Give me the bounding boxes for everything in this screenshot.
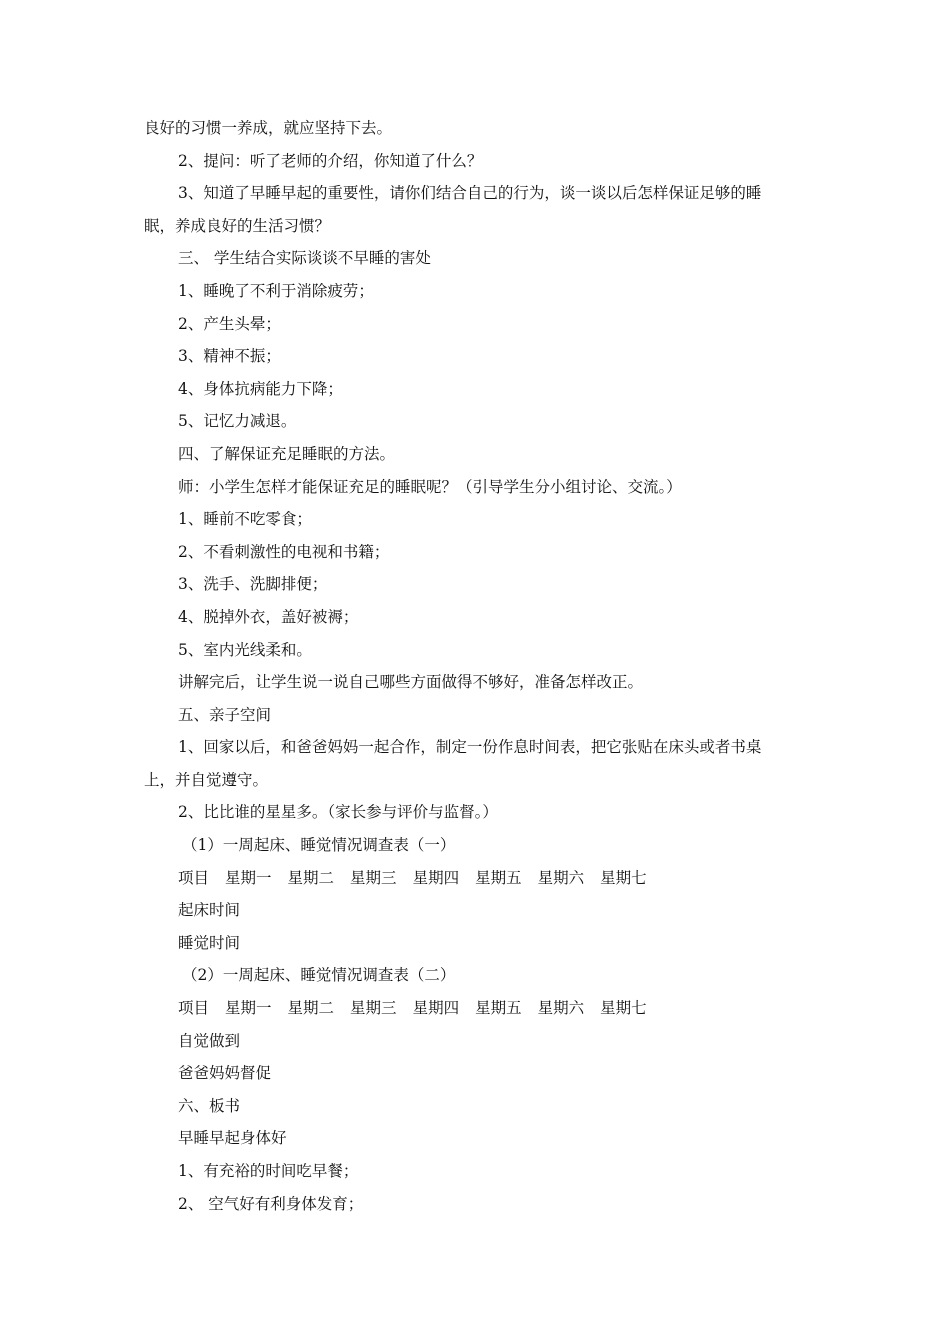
table-header-cell: 星期七 [600,999,647,1018]
board-title: 早睡早起身体好 [178,1129,287,1148]
paragraph-line: 眠，养成良好的生活习惯？ [144,216,331,235]
paragraph-line: 上，并自觉遵守。 [144,770,269,789]
paragraph-line: 良好的习惯一养成，就应坚持下去。 [144,119,393,137]
list-item: 1、睡晚了不利于消除疲劳； [178,281,374,300]
list-item: 1、有充裕的时间吃早餐； [178,1162,359,1180]
table-header-cell: 星期五 [475,999,522,1018]
list-item: 1、睡前不吃零食； [178,510,312,529]
list-item: 2、 空气好有利身体发育； [178,1194,364,1213]
list-item: 4、脱掉外衣，盖好被褥； [178,607,359,626]
list-item: 5、记忆力减退。 [178,412,297,431]
table-row-label: 睡觉时间 [178,933,241,952]
table-header-cell: 项目 [178,868,210,887]
table-header-cell: 星期二 [287,868,335,887]
table-header-cell: 星期三 [350,868,397,887]
list-item: 5、室内光线柔和。 [178,640,312,659]
table-header-cell: 星期三 [350,999,397,1018]
table-header-cell: 星期七 [600,868,647,887]
section-heading: 四、了解保证充足睡眠的方法。 [178,444,396,463]
table-header-cell: 星期四 [412,999,460,1018]
table-caption: （1）一周起床、睡觉情况调查表（一） [182,836,456,855]
list-item: 3、洗手、洗脚排便； [178,575,328,594]
table-header-row [144,992,812,1025]
table-header-cell: 星期二 [287,999,335,1018]
list-item: 2、产生头晕； [178,314,281,333]
table-header-cell: 星期一 [225,868,272,887]
table-header-cell: 星期六 [537,999,585,1018]
table-header-row [144,862,812,895]
table-row-label: 自觉做到 [178,1031,241,1050]
table-header-cell: 星期四 [412,868,460,887]
table-header-cell: 星期五 [475,868,522,887]
table-header-cell: 星期六 [537,868,585,887]
paragraph-line: 2、提问：听了老师的介绍，你知道了什么？ [178,151,483,170]
list-item: 4、身体抗病能力下降； [178,379,343,398]
list-item: 3、精神不振； [178,347,281,366]
list-item: 2、不看刺激性的电视和书籍； [178,542,390,561]
document-body [144,112,812,1220]
table-row-label: 起床时间 [178,901,241,920]
paragraph-line: 讲解完后，让学生说一说自己哪些方面做得不够好，准备怎样改正。 [178,673,644,692]
section-heading: 三、 学生结合实际谈谈不早睡的害处 [178,249,431,268]
table-caption: （2）一周起床、睡觉情况调查表（二） [182,966,456,985]
paragraph-line: 3、知道了早睡早起的重要性，请你们结合自己的行为，谈一谈以后怎样保证足够的睡 [178,184,762,203]
table-header-cell: 星期一 [225,999,272,1018]
table-row-label: 爸爸妈妈督促 [178,1064,272,1083]
paragraph-line: 师：小学生怎样才能保证充足的睡眠呢？（引导学生分小组讨论、交流。） [178,477,682,496]
table-header-cell: 项目 [178,999,210,1018]
section-heading: 五、亲子空间 [178,705,272,724]
paragraph-line: 1、回家以后，和爸爸妈妈一起合作，制定一份作息时间表，把它张贴在床头或者书桌 [178,738,762,757]
paragraph-line: 2、比比谁的星星多。（家长参与评价与监督。） [178,803,498,822]
section-heading: 六、板书 [178,1096,241,1115]
